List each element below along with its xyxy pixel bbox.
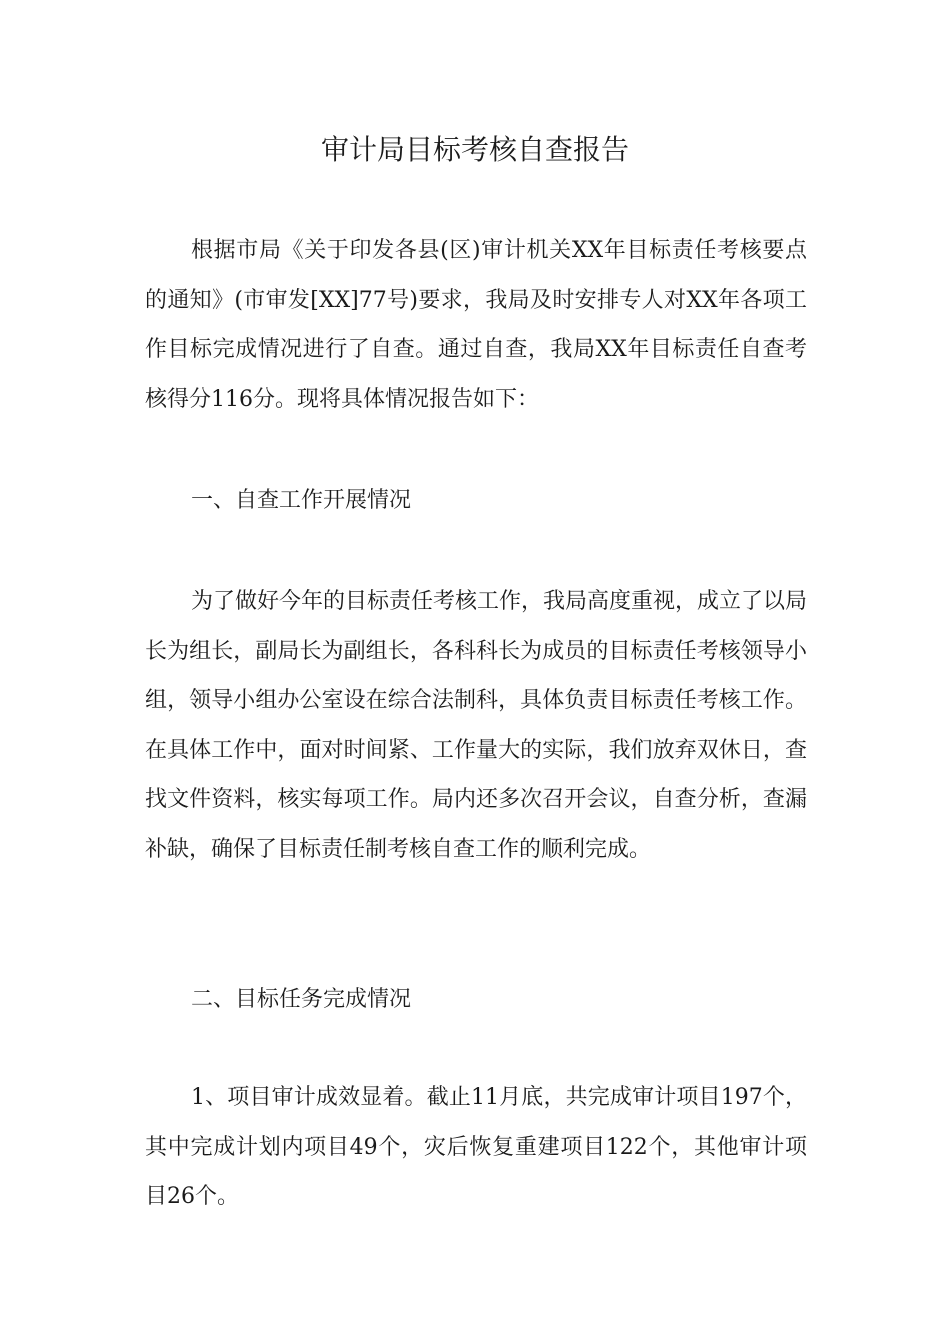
intro-paragraph: 根据市局《关于印发各县(区)审计机关XX年目标责任考核要点的通知》(市审发[XX]77号)要求，我局及时安排专人对XX年各项工作目标完成情况进行了自查。通过自查，我局XX年目标责任自查考核得分116分。现将具体情况报告如下： xyxy=(145,238,807,412)
section-heading-1: 一、自查工作开展情况 xyxy=(191,488,412,513)
section-1-paragraph: 为了做好今年的目标责任考核工作，我局高度重视，成立了以局长为组长，副局长为副组长，各科科长为成员的目标责任考核领导小组，领导小组办公室设在综合法制科，具体负责目标责任考核工作。在具体工作中，面对时间紧、工作量大的实际，我们放弃双休日，查找文件资料，核实每项工作。局内还多次召开会议，自查分析，查漏补缺，确保了目标责任制考核自查工作的顺利完成。 xyxy=(145,589,808,862)
document-title: 审计局目标考核自查报告 xyxy=(320,133,629,166)
section-heading-2: 二、目标任务完成情况 xyxy=(191,987,412,1012)
section-2-paragraph: 1、项目审计成效显着。截止11月底，共完成审计项目197个，其中完成计划内项目49个，灾后恢复重建项目122个，其他审计项目26个。 xyxy=(145,1085,807,1209)
